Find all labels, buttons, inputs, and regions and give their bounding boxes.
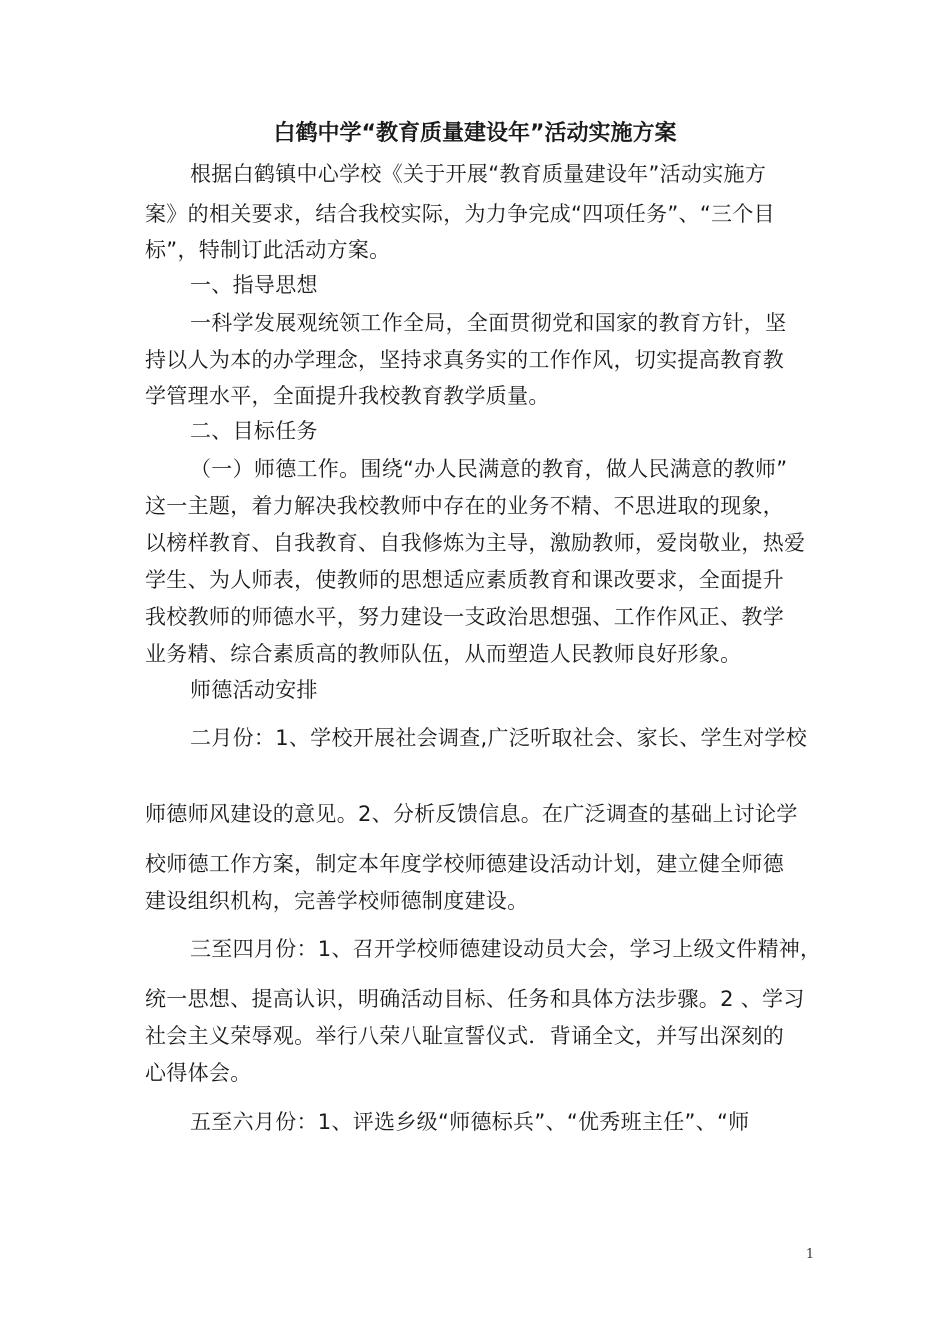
paragraph-line: 这一主题，着力解决我校教师中存在的业务不精、不思进取的现象， — [145, 494, 784, 518]
paragraph-line: 统一思想、提高认识，明确活动目标、任务和具体方法步骤。2 、学习 — [145, 987, 805, 1011]
page-number: 1 — [805, 1247, 815, 1262]
paragraph-line: 三至四月份：1、召开学校师德建设动员大会，学习上级文件精神， — [190, 937, 822, 961]
paragraph-line: 心得体会。 — [145, 1061, 252, 1085]
paragraph-line: 学生、为人师表，使教师的思想适应素质教育和课改要求，全面提升 — [145, 568, 784, 592]
paragraph-line: 五至六月份：1、评选乡级“师德标兵”、“优秀班主任”、“师 — [190, 1110, 750, 1134]
paragraph-line: 案》的相关要求，结合我校实际，为力争完成“四项任务”、“三个目 — [145, 202, 775, 226]
paragraph-line: （一）师德工作。围绕“办人民满意的教育，做人民满意的教师” — [190, 457, 788, 481]
paragraph-line: 师德师风建设的意见。2、分析反馈信息。在广泛调查的基础上讨论学 — [145, 802, 798, 826]
paragraph-line: 一科学发展观统领工作全局，全面贯彻党和国家的教育方针，坚 — [190, 311, 787, 335]
paragraph-line: 以榜样教育、自我教育、自我修炼为主导，激励教师，爱岗敬业，热爱 — [145, 531, 806, 555]
paragraph-line: 持以人为本的办学理念，坚持求真务实的工作作风，切实提高教育教 — [145, 348, 784, 372]
document-title: 白鹤中学“教育质量建设年”活动实施方案 — [273, 121, 677, 146]
paragraph-line: 学管理水平，全面提升我校教育教学质量。 — [145, 384, 550, 408]
section-heading: 二、目标任务 — [190, 419, 318, 443]
paragraph-line: 标”，特制订此活动方案。 — [145, 238, 391, 262]
paragraph-line: 根据白鹤镇中心学校《关于开展“教育质量建设年”活动实施方 — [190, 162, 767, 186]
section-heading: 一、指导思想 — [190, 273, 318, 297]
subsection-heading: 师德活动安排 — [190, 678, 318, 702]
paragraph-line: 校师德工作方案，制定本年度学校师德建设活动计划，建立健全师德 — [145, 852, 784, 876]
paragraph-line: 社会主义荣辱观。举行八荣八耻宣誓仪式．背诵全文，并写出深刻的 — [145, 1024, 784, 1048]
paragraph-line: 二月份：1、学校开展社会调查,广泛听取社会、家长、学生对学校 — [190, 726, 808, 750]
paragraph-line: 我校教师的师德水平，努力建设一支政治思想强、工作作风正、教学 — [145, 605, 784, 629]
paragraph-line: 业务精、综合素质高的教师队伍，从而塑造人民教师良好形象。 — [145, 642, 742, 666]
paragraph-line: 建设组织机构，完善学校师德制度建设。 — [145, 889, 529, 913]
